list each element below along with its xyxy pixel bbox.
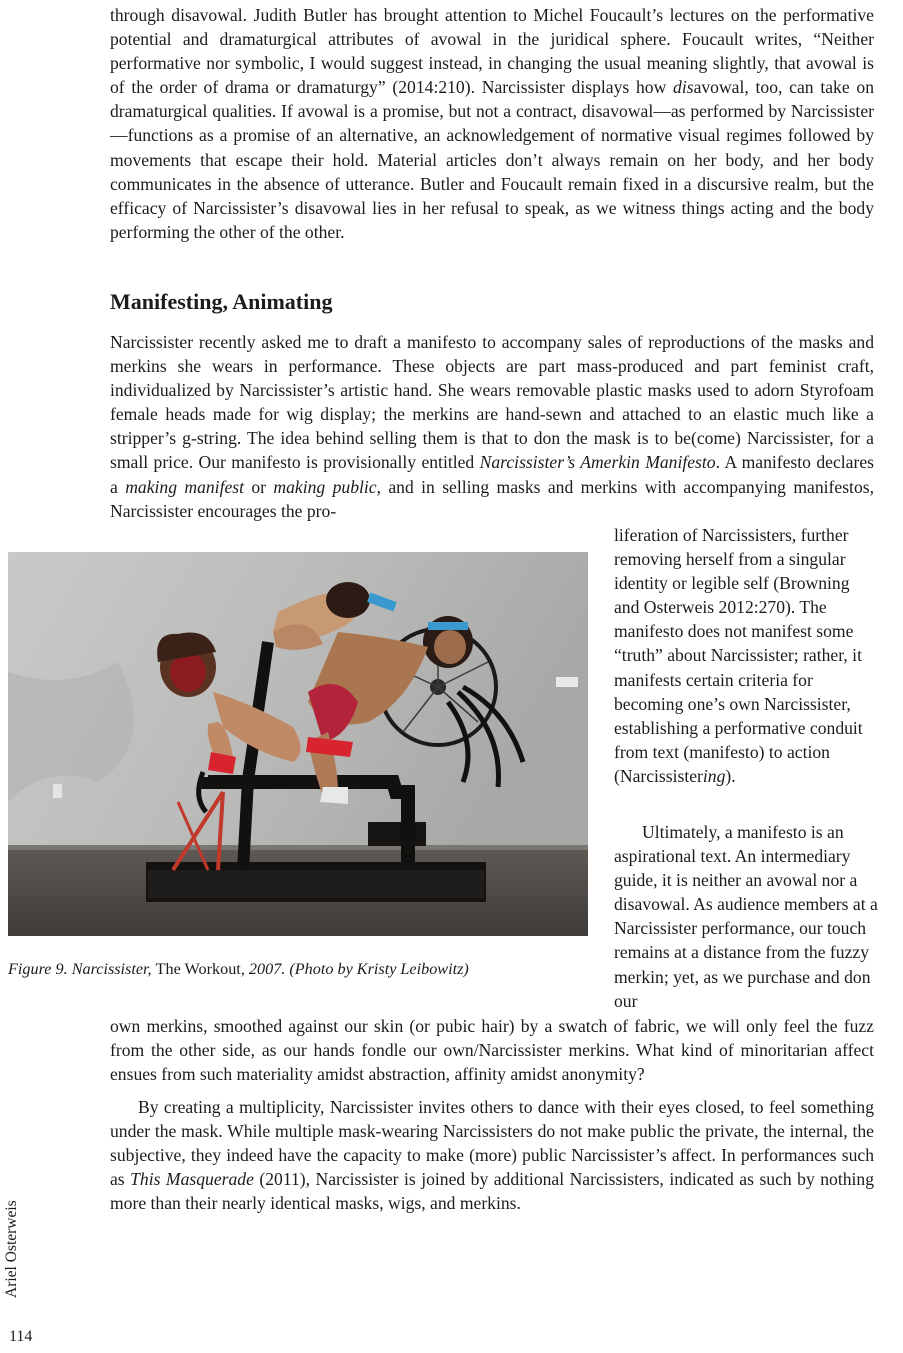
figure-photo (8, 552, 588, 936)
text-span: Narcissister recently asked me to draft a manifesto to accompany sales of reproductions of the masks and merkins she wears in performance. These objects are part mass-produced and part feminist craft, individualized by Narcissister’s artistic hand. She wears removable plastic masks used to adorn Styrofoam female heads made for wig display; the merkins are hand-sewn and attached to an elastic much like a stripper’s g-string. The idea behind selling them is that to don the mask is to be(come) Narcissister, for a small price. Our manifesto is provisionally entitled (110, 332, 874, 473)
paragraph-1 (110, 3, 874, 244)
running-head (0, 1186, 22, 1301)
text-span: avowal, too, can take on dramaturgical qualities. If avowal is a promise, but not a contract, disavowal—as performed by Narcissister—functions as a promise of an alternative, an acknowledgement of normative visual regimes followed by movements that escape their hold. Material articles don’t always remain on her body, and her body communicates in the absence of utterance. Butler and Foucault remain fixed in a discursive realm, but the efficacy of Narcissister’s disavowal lies in her refusal to speak, as we witness things acting and the body performing the other of the other. (110, 77, 874, 242)
italic-title: Narcissister’s Amerkin Manifesto (479, 452, 716, 473)
text-span: . A manifesto declares a (110, 452, 875, 497)
italic-span: making public (273, 476, 377, 497)
italic-span: ing (702, 765, 726, 786)
text-span: through disavowal. Judith Butler has brought attention to Michel Foucault’s lectures on the performative potential and dramaturgical attributes of avowal in the juridical sphere. Foucault writes, “Neither performative nor symbolic, I would suggest instead, in changing the usual meaning slightly, that avowal is of the order of drama or dramaturgy” (2014:210). Narcissister displays how (110, 5, 874, 98)
author-name: Ariel Osterweis (3, 1200, 20, 1298)
paragraph-3-continuation: own merkins, smoothed against our skin (or pubic hair) by a swatch of fabric, we will only feel the fuzz from the other side, as our hands fondle our own/Narcissister merkins. What kind of minoritarian affect ensues from such materiality amidst abstraction, affinity amidst anonymity? (110, 1016, 874, 1085)
text-span: liferation of Narcissisters, further removing herself from a singular identity or legible self (Browning and Osterweis 2012:270). The manifesto does not manifest some “truth” about Narcissister; rather, it manifests certain criteria for becoming one’s own Narcissister, establishing a performative conduit from text (manifesto) to action (Narcissister (614, 525, 863, 786)
workout-photo-illustration (8, 552, 588, 936)
caption-text: Figure 9. Narcissister, (8, 960, 156, 978)
text-span: or (244, 476, 274, 497)
figure-caption (8, 958, 469, 980)
italic-title: This Masquerade (130, 1169, 254, 1190)
text-span: By creating a multiplicity, Narcissister invites others to dance with their eyes closed, to feel something under the mask. While multiple mask-wearing Narcissisters do not make public the private, the internal, the subjective, they indeed have the capacity to make (more) public Narcissister’s affect. In performances such as (110, 1097, 874, 1190)
italic-span: making manifest (125, 476, 244, 497)
page-number: 114 (9, 1328, 33, 1345)
text-span: (2011), Narcissister is joined by additional Narcissisters, indicated as such by nothing more than their nearly identical masks, wigs, and merkins. (110, 1169, 874, 1214)
paragraph-4 (110, 1095, 874, 1215)
paragraph-2 (110, 330, 874, 523)
paragraph-3: Ultimately, a manifesto is an aspirational text. An intermediary guide, it is neither an avowal nor a disavowal. As audience members at a Narcissister performance, our touch remains at a distance from the fuzzy merkin; yet, as we purchase and don our (614, 822, 878, 1011)
paragraph-2-continuation (614, 523, 876, 788)
italic-span: dis (673, 77, 694, 98)
text-span: ). (725, 765, 736, 786)
text-span: , and in selling masks and merkins with accompanying manifestos, Narcissister encourages the pro- (110, 476, 874, 521)
caption-work-title: The Workout (155, 960, 241, 978)
caption-text: , 2007. (Photo by Kristy Leibowitz) (240, 960, 469, 978)
section-heading: Manifesting, Animating (110, 289, 333, 314)
